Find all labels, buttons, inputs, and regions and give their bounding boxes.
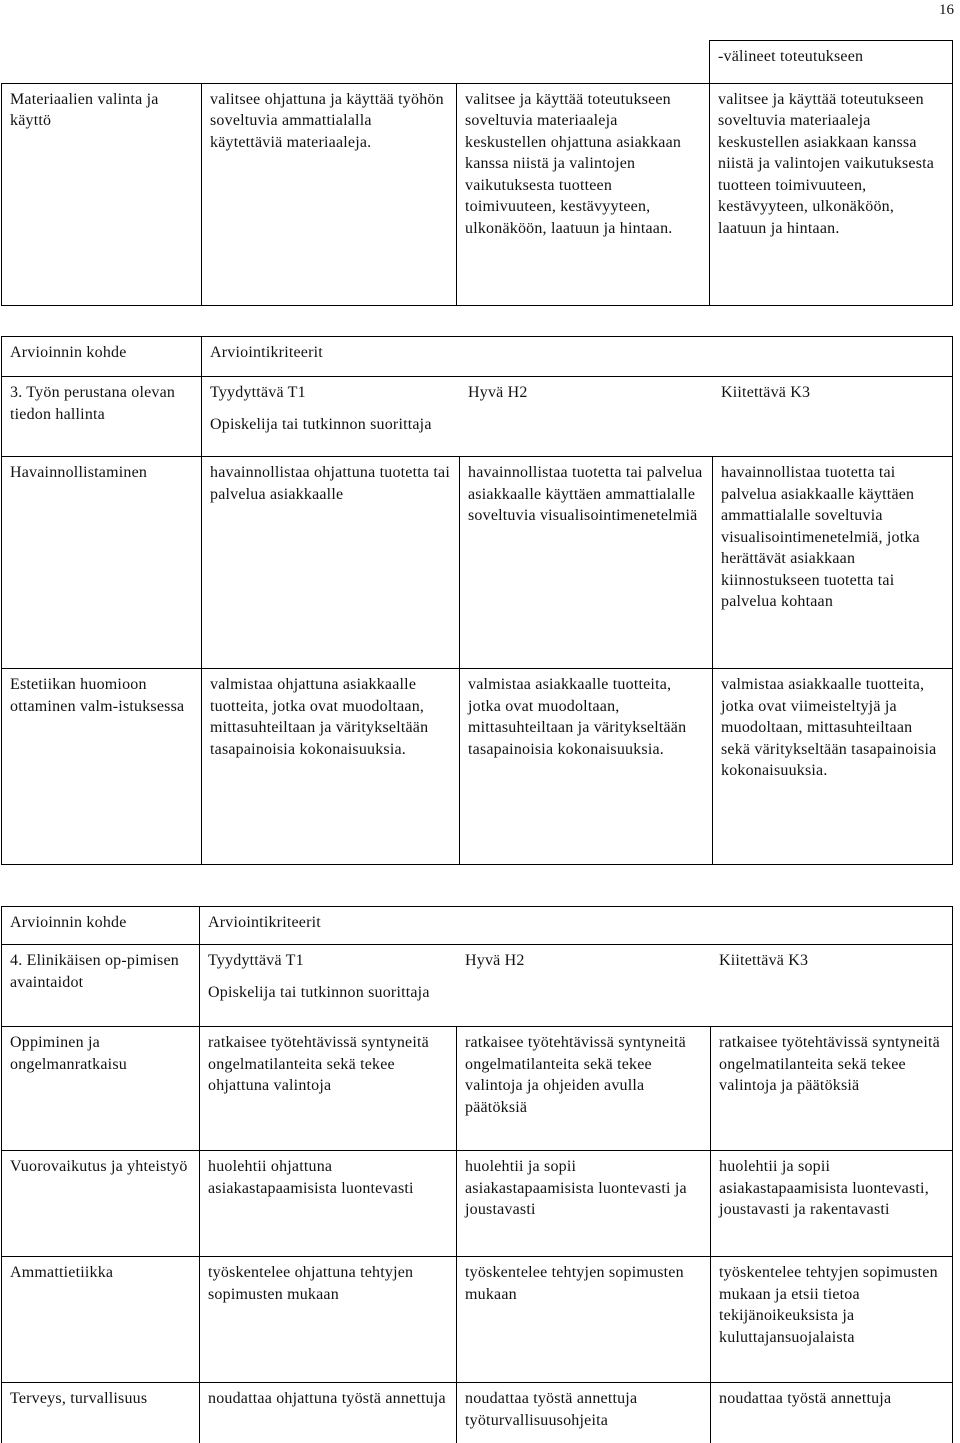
cell-k3 — [711, 1383, 953, 1443]
cell-text: noudattaa ohjattuna työstä annettuja — [208, 1390, 446, 1407]
section-title — [2, 377, 202, 457]
cell-k3 — [710, 83, 953, 305]
grade-t1: Tyydyttävä T1 — [208, 952, 304, 969]
cell-t1 — [200, 1027, 457, 1151]
cell-k3 — [711, 1257, 953, 1383]
cell-text: havainnollistaa ohjattuna tuotetta tai palvelua asiakkaalle — [210, 464, 450, 503]
cell-t1 — [200, 1151, 457, 1257]
cell-t1 — [200, 1383, 457, 1443]
cell-text: työskentelee ohjattuna tehtyjen sopimusten mukaan — [208, 1264, 414, 1303]
section-title — [2, 945, 200, 1027]
cell-text: havainnollistaa tuotetta tai palvelua asiakkaalle käyttäen ammattialalle soveltuvia visualisointimenetelmiä, jotka herättävät asiakkaan kiinnostukseen tuotetta tai palvelua kohtaan — [721, 464, 920, 610]
cell-text: huolehtii ja sopii asiakastapaamisista luontevasti ja joustavasti — [465, 1158, 687, 1218]
head-label — [2, 337, 202, 377]
cell-k3 — [713, 669, 953, 865]
cell-k3 — [711, 1027, 953, 1151]
label-text: Vuorovaikutus ja yhteistyö — [10, 1158, 188, 1175]
cell-text: noudattaa työstä annettuja — [719, 1390, 892, 1407]
grade-header — [200, 945, 953, 1027]
cell-h2 — [457, 1383, 711, 1443]
cell-t1 — [200, 1257, 457, 1383]
performer-text: Opiskelija tai tutkinnon suorittaja — [208, 983, 430, 1001]
label-text: Terveys, turvallisuus — [10, 1390, 148, 1407]
row-label — [2, 1257, 200, 1383]
label-text: Oppiminen ja ongelmanratkaisu — [10, 1034, 127, 1073]
head-criteria-text: Arviointikriteerit — [208, 914, 321, 931]
head-criteria — [202, 337, 953, 377]
label-text: Ammattietiikka — [10, 1264, 114, 1281]
header-continuation — [710, 41, 953, 84]
cell-k3 — [711, 1151, 953, 1257]
cell-t1 — [202, 669, 460, 865]
grade-t1: Tyydyttävä T1 — [210, 384, 306, 401]
row-label — [2, 669, 202, 865]
header-text: -välineet toteutukseen — [718, 48, 864, 65]
cell-text: valmistaa asiakkaalle tuotteita, jotka ovat viimeisteltyjä ja muodoltaan, mittasuhteiltaan sekä väritykseltään tasapainoisia kokonaisuuksia. — [721, 676, 937, 779]
head-label-text: Arvioinnin kohde — [10, 914, 127, 931]
cell-text: työskentelee tehtyjen sopimusten mukaan — [465, 1264, 684, 1303]
label-text: Estetiikan huomioon ottaminen valm-istuksessa — [10, 676, 185, 715]
cell-text: valmistaa ohjattuna asiakkaalle tuotteita, jotka ovat muodoltaan, mittasuhteiltaan ja väritykseltään tasapainoisia kokonaisuuksia. — [210, 676, 429, 758]
head-criteria-text: Arviointikriteerit — [210, 344, 323, 361]
cell-text: valitsee ohjattuna ja käyttää työhön soveltuvia ammattialalla käytettäviä materiaaleja. — [210, 90, 444, 151]
cell-h2 — [457, 1151, 711, 1257]
grade-k3: Kiitettävä K3 — [719, 952, 809, 969]
head-label — [2, 907, 200, 945]
row-label — [2, 1383, 200, 1443]
cell-text: havainnollistaa tuotetta tai palvelua asiakkaalle käyttäen ammattialalle soveltuvia visualisointimenetelmiä — [468, 464, 703, 524]
table-lifelong-learning — [1, 906, 953, 1443]
cell-text: valitsee ja käyttää toteutukseen soveltuvia materiaaleja keskustellen asiakkaan kanssa niistä ja valintojen vaikutuksesta tuotteen toimivuuteen, kestävyyteen, ulkonäköön, laatuun ja hintaan. — [718, 90, 935, 237]
cell-text: huolehtii ja sopii asiakastapaamisista luontevasti, joustavasti ja rakentavasti — [719, 1158, 929, 1218]
label-text: Materiaalien valinta ja käyttö — [10, 90, 159, 129]
cell-h2 — [457, 1257, 711, 1383]
grade-header — [202, 377, 953, 457]
cell-text: valitsee ja käyttää toteutukseen soveltuvia materiaaleja keskustellen ohjattuna asiakkaan kanssa niistä ja valintojen vaikutuksesta tuotteen toimivuuteen, kestävyyteen, ulkonäköön, laatuun ja hintaan. — [465, 90, 682, 237]
cell-h2 — [457, 1027, 711, 1151]
cell-t1 — [202, 457, 460, 669]
performer-text: Opiskelija tai tutkinnon suorittaja — [210, 415, 432, 433]
cell-h2 — [460, 457, 713, 669]
cell-text: huolehtii ohjattuna asiakastapaamisista luontevasti — [208, 1158, 414, 1197]
cell-text: ratkaisee työtehtävissä syntyneitä ongelmatilanteita sekä tekee valintoja ja ohjeiden avulla päätöksiä — [465, 1034, 686, 1116]
cell-text: työskentelee tehtyjen sopimusten mukaan ja etsii tietoa tekijänoikeuksista ja kuluttajansuojalaista — [719, 1264, 938, 1346]
table-knowledge — [1, 336, 953, 865]
cell-text: ratkaisee työtehtävissä syntyneitä ongelmatilanteita sekä tekee ohjattuna valintoja — [208, 1034, 429, 1094]
grade-k3: Kiitettävä K3 — [721, 384, 811, 401]
table-material-selection — [1, 40, 953, 306]
row-label — [2, 1151, 200, 1257]
section-text: 4. Elinikäisen op-pimisen avaintaidot — [10, 952, 179, 991]
cell-text: ratkaisee työtehtävissä syntyneitä ongelmatilanteita sekä tekee valintoja ja päätöksiä — [719, 1034, 940, 1094]
row-label — [2, 457, 202, 669]
cell-k3 — [713, 457, 953, 669]
grade-row — [210, 382, 944, 404]
page-number: 16 — [939, 2, 954, 18]
head-criteria — [200, 907, 953, 945]
grade-h2: Hyvä H2 — [468, 384, 528, 401]
cell-t1 — [202, 83, 457, 305]
cell-h2 — [457, 83, 710, 305]
cell-h2 — [460, 669, 713, 865]
cell-text: valmistaa asiakkaalle tuotteita, jotka ovat muodoltaan, mittasuhteiltaan ja väritykseltään tasapainoisia kokonaisuuksia. — [468, 676, 687, 758]
grade-row — [208, 950, 944, 972]
cell-text: noudattaa työstä annettuja työturvallisuusohjeita — [465, 1390, 638, 1429]
row-label — [2, 83, 202, 305]
head-label-text: Arvioinnin kohde — [10, 344, 127, 361]
grade-h2: Hyvä H2 — [465, 952, 525, 969]
section-text: 3. Työn perustana olevan tiedon hallinta — [10, 384, 176, 423]
label-text: Havainnollistaminen — [10, 464, 148, 481]
row-label — [2, 1027, 200, 1151]
